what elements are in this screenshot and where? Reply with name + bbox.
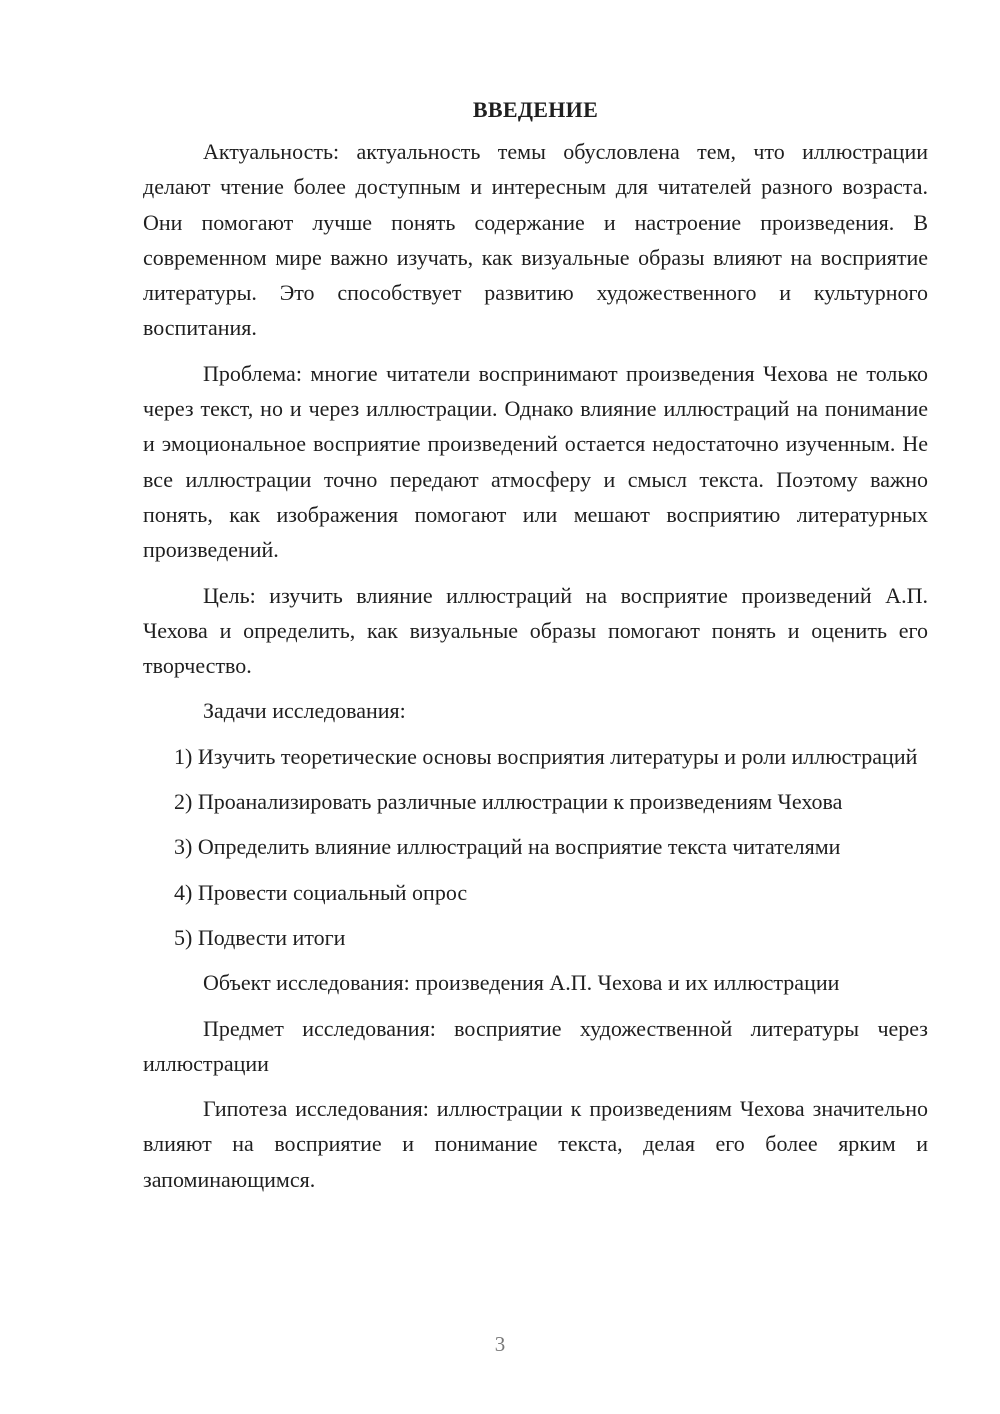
tasks-list bbox=[143, 739, 928, 955]
task-item: 4) Провести социальный опрос bbox=[174, 879, 468, 905]
document-page bbox=[143, 92, 928, 1207]
subject-paragraph: Предмет исследования: восприятие художественной литературы через иллюстрации bbox=[143, 1015, 928, 1076]
task-item: 3) Определить влияние иллюстраций на восприятие текста читателями bbox=[174, 834, 841, 860]
relevance-paragraph: Актуальность: актуальность темы обусловлена тем, что иллюстрации делают чтение более доступным и интересным для читателей разного возраста. Они помогают лучше понять содержание и настроение произведения. В современном мире важно изучать, как визуальные образы влияют на восприятие литературы. Это способствует развитию художественного и культурного воспитания. bbox=[143, 139, 928, 341]
tasks-heading: Задачи исследования: bbox=[203, 698, 406, 724]
task-item: 5) Подвести итоги bbox=[174, 924, 346, 950]
object-paragraph: Объект исследования: произведения А.П. Чехова и их иллюстрации bbox=[203, 970, 840, 996]
section-title: ВВЕДЕНИЕ bbox=[472, 97, 599, 122]
hypothesis-paragraph: Гипотеза исследования: иллюстрации к произведениям Чехова значительно влияют на восприятие и понимание текста, делая его более ярким и запоминающимся. bbox=[143, 1096, 928, 1192]
task-item: 2) Проанализировать различные иллюстрации к произведениям Чехова bbox=[174, 789, 843, 815]
problem-paragraph: Проблема: многие читатели воспринимают произведения Чехова не только через текст, но и через иллюстрации. Однако влияние иллюстраций на понимание и эмоциональное восприятие произведений остается недостаточно изученным. Не все иллюстрации точно передают атмосферу и смысл текста. Поэтому важно понять, как изображения помогают или мешают восприятию литературных произведений. bbox=[143, 360, 928, 563]
goal-paragraph: Цель: изучить влияние иллюстраций на восприятие произведений А.П. Чехова и определить, как визуальные образы помогают понять и оценить его творчество. bbox=[143, 582, 928, 679]
page-number: 3 bbox=[494, 1332, 506, 1356]
task-item: 1) Изучить теоретические основы восприятия литературы и роли иллюстраций bbox=[174, 743, 918, 769]
